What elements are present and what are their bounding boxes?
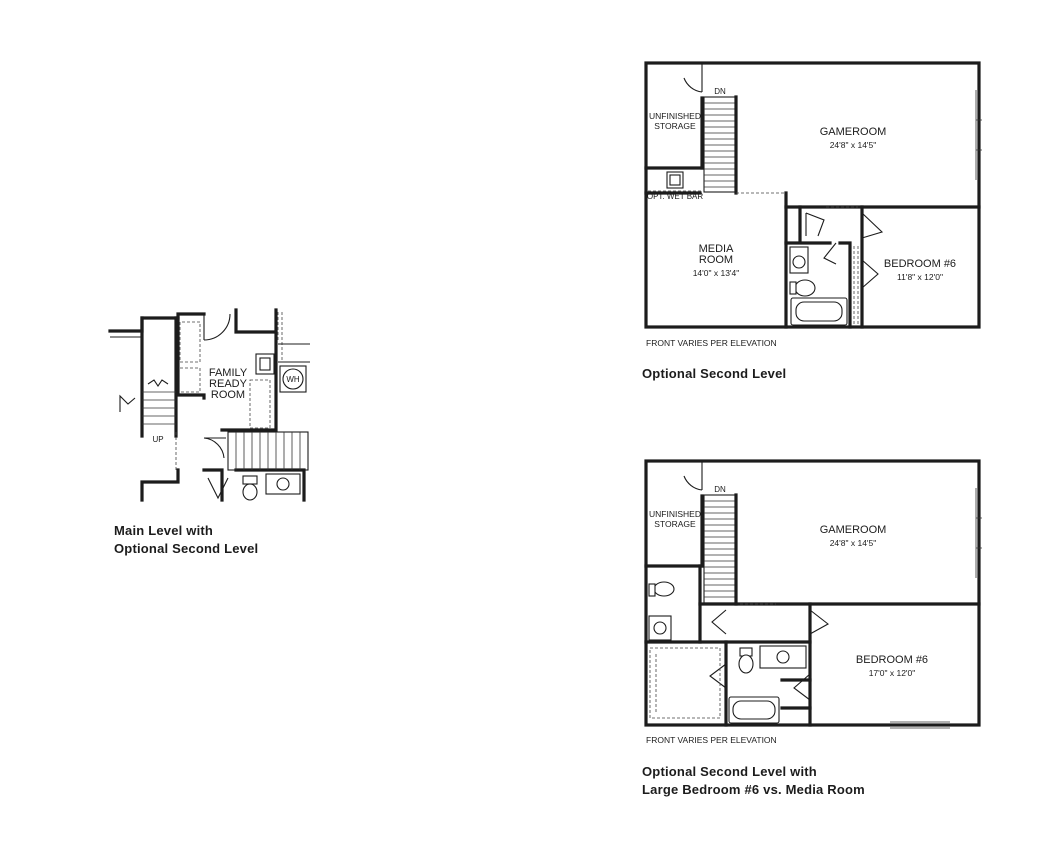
plan-b-outline (646, 461, 979, 725)
plan-b-linen-walls (782, 680, 810, 708)
main-level-caption-line1: Main Level with (114, 523, 214, 538)
main-level-door-top (204, 314, 230, 340)
plan-a-media-dim: 14'0" x 13'4" (692, 268, 740, 278)
plan-a-toilet (795, 280, 815, 296)
plan-b-vanity-2 (760, 646, 806, 668)
family-ready-room-label-1: FAMILY (208, 367, 248, 379)
water-heater-label: WH (286, 375, 300, 384)
plan-a-media-label-1: MEDIA (698, 243, 734, 255)
family-ready-room-label-3: ROOM (210, 389, 246, 401)
plan-a-drawing (646, 63, 982, 327)
plan-b-caption-line2: Large Bedroom #6 vs. Media Room (642, 782, 865, 797)
plan-b-bedroom-label: BEDROOM #6 (855, 654, 929, 666)
main-level-cabinet-1 (180, 322, 200, 362)
plan-a-vanity (790, 247, 808, 273)
plan-a-storage-door (684, 63, 702, 92)
plan-a-storage-label-2: STORAGE (654, 121, 696, 131)
plan-a-wet-bar-sink (667, 172, 683, 188)
plan-a-dn-label: DN (714, 87, 726, 96)
main-level-sink (256, 354, 274, 374)
main-level-door-left (120, 396, 135, 412)
main-level-stair-walls (142, 318, 176, 436)
plan-b-storage-label-2: STORAGE (654, 519, 696, 529)
main-level-vanity (266, 474, 300, 494)
plan-b-closet-door (710, 664, 726, 688)
main-level-wh-closet (278, 344, 310, 362)
plan-a-storage-label-1: UNFINISHED (649, 111, 701, 121)
plan-b-vanity-1 (649, 616, 671, 640)
plan-b-dn-label: DN (714, 485, 726, 494)
plan-a-gameroom-label: GAMEROOM (819, 126, 887, 138)
plan-a-bedroom-label: BEDROOM #6 (883, 258, 957, 270)
plan-b-bedroom-dim: 17'0" x 12'0" (868, 668, 916, 678)
plan-b-gameroom-dim: 24'8" x 14'5" (829, 538, 877, 548)
plan-a-front-note: FRONT VARIES PER ELEVATION (646, 338, 777, 348)
main-level-plan (110, 310, 310, 500)
main-level-door-mid (204, 438, 226, 458)
plan-b-bath1-door (712, 610, 726, 634)
plan-b-closet-shelf (650, 648, 720, 718)
plan-b-gameroom-label: GAMEROOM (819, 524, 887, 536)
family-ready-room-label-2: READY (209, 378, 247, 390)
plan-a-closet-door (862, 260, 878, 288)
plan-a-bedroom-dim: 11'8" x 12'0" (897, 272, 943, 282)
main-level-wall-notch (236, 310, 276, 332)
main-level-closet-door (208, 478, 228, 498)
plan-a-closet-dash (854, 246, 858, 326)
plan-b-front-note: FRONT VARIES PER ELEVATION (646, 735, 777, 745)
plan-a-bath-door (806, 213, 824, 236)
plan-a-caption: Optional Second Level (642, 366, 787, 381)
main-level-wall-top (110, 314, 204, 331)
plan-b-storage-label-1: UNFINISHED (649, 509, 701, 519)
plan-a-gameroom-dim: 24'8" x 14'5" (829, 140, 877, 150)
plan-a-stair (704, 97, 736, 193)
plan-b-bedroom-door (810, 610, 828, 634)
main-level-caption (114, 522, 258, 558)
main-level-wall-lower-left (142, 470, 178, 500)
plan-a-wet-bar-label: OPT. WET BAR (646, 192, 704, 201)
main-level-caption-line2: Optional Second Level (114, 541, 259, 556)
plan-b-toilet-1 (654, 582, 674, 596)
plan-b-storage-door (684, 461, 702, 490)
plan-b-caption-line1: Optional Second Level with (642, 764, 817, 779)
plan-b-caption (642, 763, 865, 799)
plan-a-media-label-2: ROOM (698, 254, 734, 266)
plan-b-linen-door (794, 674, 810, 700)
plan-a-linen-door (824, 243, 836, 264)
plan-b-drawing (646, 461, 982, 728)
main-level-stair-lower (228, 432, 308, 470)
plan-b-stair (704, 495, 736, 604)
main-level-lockers (250, 380, 270, 428)
main-level-dash-right (278, 312, 282, 360)
main-level-stair-left (142, 380, 176, 424)
plan-a-bedroom-door (862, 213, 882, 238)
main-level-toilet (243, 484, 257, 500)
stair-up-label: UP (152, 435, 164, 444)
plan-b-toilet-2 (739, 655, 753, 673)
main-level-cabinet-2 (180, 368, 200, 392)
